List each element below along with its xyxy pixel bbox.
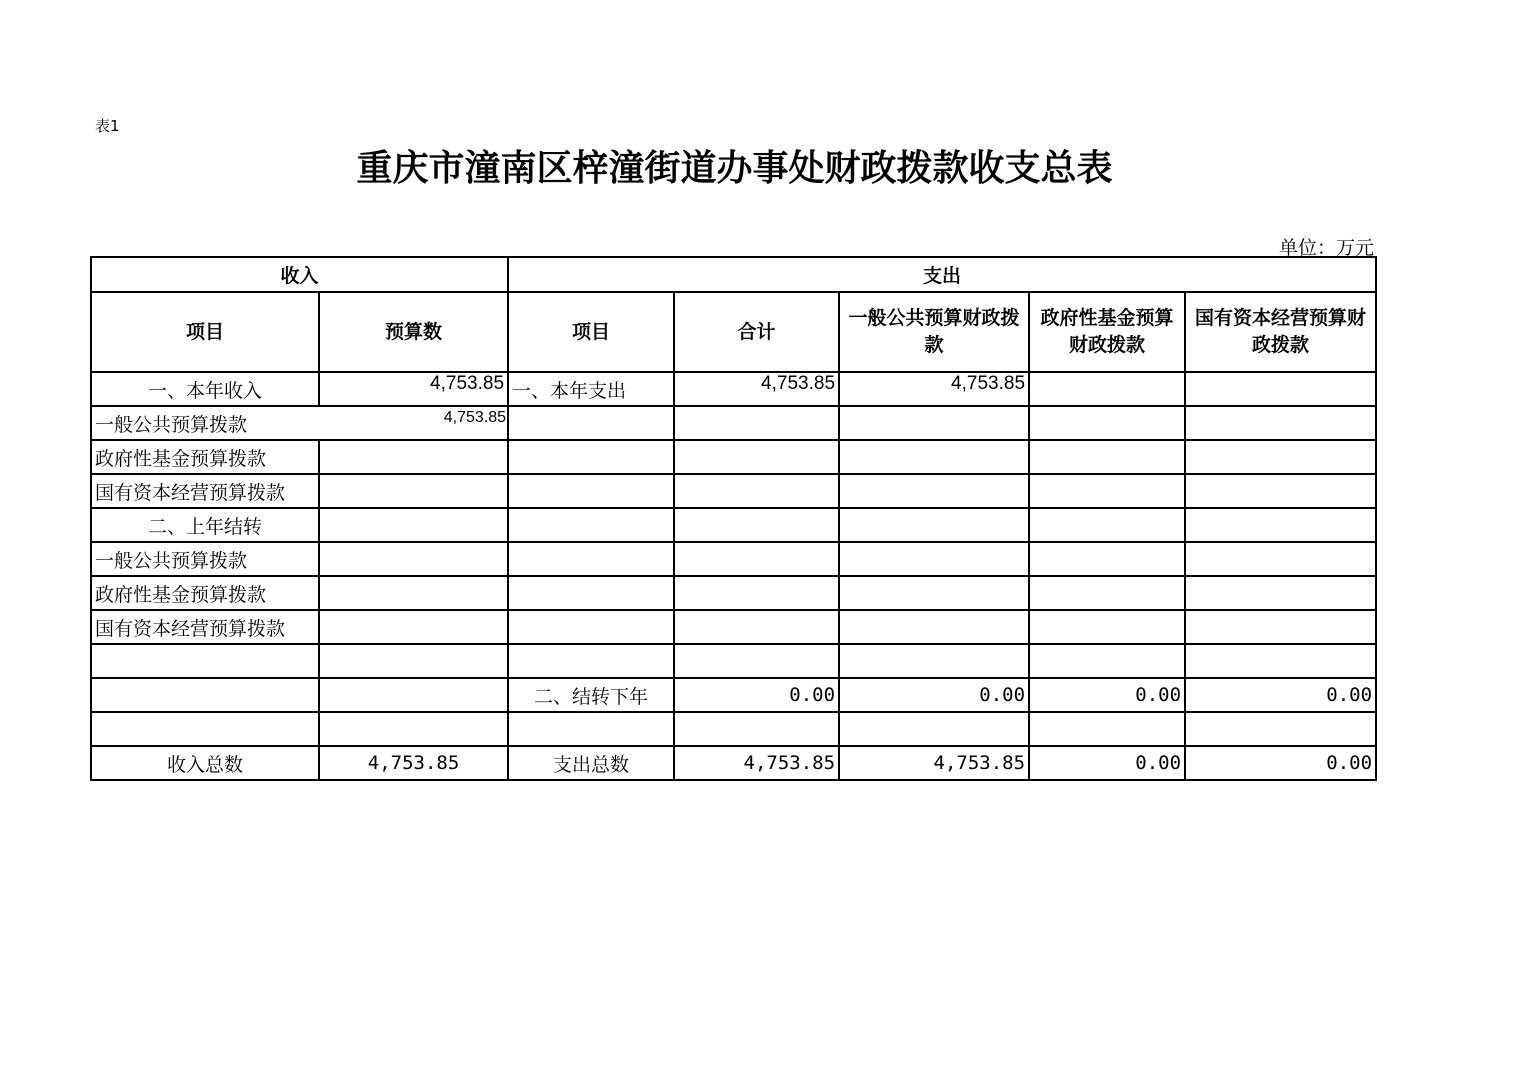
col-state-capital: 国有资本经营预算财政拨款	[1185, 292, 1376, 372]
cell-gov-fund	[1029, 440, 1185, 474]
cell-expense-item	[508, 610, 674, 644]
cell-income-budget	[319, 474, 508, 508]
cell-total	[674, 508, 839, 542]
cell-income-item: 二、上年结转	[91, 508, 319, 542]
cell-total: 4,753.85	[674, 746, 839, 780]
cell-income-budget	[319, 644, 508, 678]
column-header-row	[91, 292, 1376, 372]
cell-state-capital	[1185, 372, 1376, 406]
income-group-header: 收入	[91, 257, 508, 292]
cell-income-budget: 4,753.85	[443, 409, 507, 426]
cell-gov-fund	[1029, 372, 1185, 406]
cell-expense-item: 支出总数	[508, 746, 674, 780]
cell-total	[674, 576, 839, 610]
table-row	[91, 576, 1376, 610]
cell-income-budget	[319, 542, 508, 576]
cell-state-capital	[1185, 712, 1376, 746]
cell-income-budget	[319, 712, 508, 746]
cell-total	[674, 644, 839, 678]
cell-general-public	[839, 712, 1029, 746]
cell-income-item-text: 一般公共预算拨款	[95, 413, 248, 436]
table-number-label: 表1	[95, 117, 120, 135]
cell-gov-fund	[1029, 576, 1185, 610]
table-row	[91, 610, 1376, 644]
unit-label: 单位：万元	[1278, 237, 1374, 259]
table-row-total	[91, 746, 1376, 780]
expense-group-header: 支出	[508, 257, 1376, 292]
cell-state-capital	[1185, 474, 1376, 508]
table-row	[91, 644, 1376, 678]
cell-expense-item	[508, 576, 674, 610]
col-total: 合计	[674, 292, 839, 372]
cell-state-capital	[1185, 406, 1376, 440]
cell-income-item	[91, 712, 319, 746]
col-income-budget: 预算数	[319, 292, 508, 372]
col-income-item: 项目	[91, 292, 319, 372]
cell-expense-item: 一、本年支出	[508, 372, 674, 406]
cell-income-item: 国有资本经营预算拨款	[91, 610, 319, 644]
cell-total: 0.00	[674, 678, 839, 712]
cell-total	[674, 610, 839, 644]
cell-expense-item	[508, 712, 674, 746]
document-title: 重庆市潼南区梓潼街道办事处财政拨款收支总表	[356, 147, 1113, 189]
cell-gov-fund	[1029, 610, 1185, 644]
table-row	[91, 542, 1376, 576]
col-general-public: 一般公共预算财政拨款	[839, 292, 1029, 372]
cell-general-public: 0.00	[839, 678, 1029, 712]
cell-gov-fund	[1029, 644, 1185, 678]
cell-income-budget	[319, 678, 508, 712]
cell-income-item: 收入总数	[91, 746, 319, 780]
cell-income-item: 国有资本经营预算拨款	[91, 474, 319, 508]
cell-total	[674, 440, 839, 474]
cell-state-capital	[1185, 576, 1376, 610]
cell-total	[674, 474, 839, 508]
cell-income-item: 政府性基金预算拨款	[91, 576, 319, 610]
budget-summary-table	[90, 256, 1377, 781]
cell-income-budget: 4,753.85	[319, 372, 508, 406]
cell-state-capital: 0.00	[1185, 678, 1376, 712]
table-row	[91, 406, 1376, 440]
table-row	[91, 372, 1376, 406]
cell-income-budget	[319, 508, 508, 542]
cell-income-item: 一、本年收入	[91, 372, 319, 406]
cell-gov-fund	[1029, 406, 1185, 440]
cell-total	[674, 712, 839, 746]
cell-general-public	[839, 610, 1029, 644]
table-row	[91, 474, 1376, 508]
cell-income-budget	[319, 440, 508, 474]
cell-expense-item	[508, 406, 674, 440]
cell-income-item	[91, 406, 508, 440]
cell-income-item: 一般公共预算拨款	[91, 542, 319, 576]
table-row	[91, 440, 1376, 474]
cell-gov-fund: 0.00	[1029, 746, 1185, 780]
cell-general-public	[839, 508, 1029, 542]
cell-total	[674, 406, 839, 440]
cell-state-capital	[1185, 644, 1376, 678]
cell-expense-item	[508, 508, 674, 542]
cell-income-budget	[319, 576, 508, 610]
cell-general-public	[839, 474, 1029, 508]
cell-general-public	[839, 440, 1029, 474]
cell-gov-fund	[1029, 508, 1185, 542]
table-row	[91, 712, 1376, 746]
cell-state-capital	[1185, 610, 1376, 644]
cell-expense-item: 二、结转下年	[508, 678, 674, 712]
col-expense-item: 项目	[508, 292, 674, 372]
group-header-row	[91, 257, 1376, 292]
cell-state-capital	[1185, 440, 1376, 474]
cell-general-public	[839, 542, 1029, 576]
cell-general-public: 4,753.85	[839, 746, 1029, 780]
cell-total: 4,753.85	[674, 372, 839, 406]
cell-expense-item	[508, 542, 674, 576]
cell-expense-item	[508, 474, 674, 508]
cell-expense-item	[508, 644, 674, 678]
table-row	[91, 508, 1376, 542]
cell-general-public	[839, 406, 1029, 440]
cell-expense-item	[508, 440, 674, 474]
cell-gov-fund	[1029, 542, 1185, 576]
cell-income-item	[91, 678, 319, 712]
col-gov-fund: 政府性基金预算财政拨款	[1029, 292, 1185, 372]
cell-state-capital	[1185, 542, 1376, 576]
cell-income-item	[91, 644, 319, 678]
cell-gov-fund	[1029, 474, 1185, 508]
cell-gov-fund: 0.00	[1029, 678, 1185, 712]
cell-state-capital: 0.00	[1185, 746, 1376, 780]
cell-general-public	[839, 644, 1029, 678]
cell-total	[674, 542, 839, 576]
cell-general-public: 4,753.85	[839, 372, 1029, 406]
cell-income-item: 政府性基金预算拨款	[91, 440, 319, 474]
table-row	[91, 678, 1376, 712]
cell-general-public	[839, 576, 1029, 610]
cell-state-capital	[1185, 508, 1376, 542]
cell-income-budget	[319, 610, 508, 644]
cell-income-budget: 4,753.85	[319, 746, 508, 780]
cell-gov-fund	[1029, 712, 1185, 746]
